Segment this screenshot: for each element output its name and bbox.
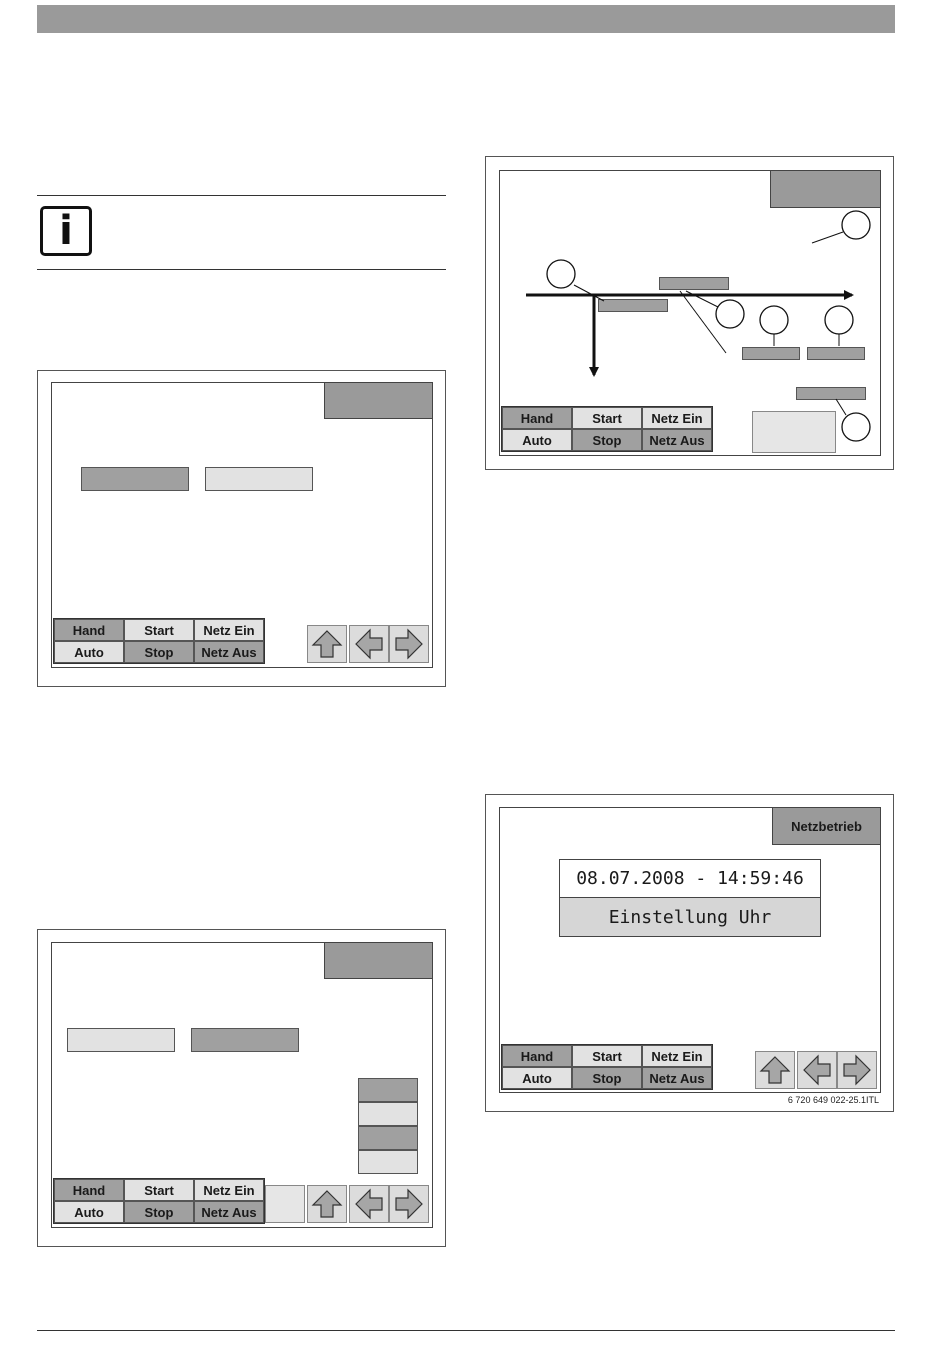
netz-ein-button[interactable]: Netz Ein [642,1045,712,1067]
up-button[interactable] [307,1185,347,1223]
clock-setting-button[interactable]: Einstellung Uhr [560,898,820,936]
touch-screen [51,942,433,1228]
right-button[interactable] [837,1051,877,1089]
arrow-up-icon [311,1188,343,1220]
netz-aus-button[interactable]: Netz Aus [642,1067,712,1089]
netz-aus-button[interactable]: Netz Aus [642,429,712,451]
netz-ein-button[interactable]: Netz Ein [194,619,264,641]
callout-line [686,291,718,307]
callout-line [574,285,604,301]
netz-aus-button[interactable]: Netz Aus [194,641,264,663]
page-footer-rule [37,1330,895,1331]
right-button[interactable] [389,625,429,663]
value-field-active[interactable] [191,1028,299,1052]
touch-screen [51,382,433,668]
auto-button[interactable]: Auto [54,641,124,663]
netz-aus-button[interactable]: Netz Aus [194,1201,264,1223]
left-button[interactable] [349,625,389,663]
callout-line [812,232,843,243]
figure-screen-3 [485,156,894,470]
start-button[interactable]: Start [572,1045,642,1067]
stop-button[interactable]: Stop [572,429,642,451]
callout-circle-icon [842,413,870,441]
stop-button[interactable]: Stop [124,641,194,663]
up-button[interactable] [755,1051,795,1089]
hand-button[interactable]: Hand [54,1179,124,1201]
hand-button[interactable]: Hand [54,619,124,641]
netz-ein-button[interactable]: Netz Ein [642,407,712,429]
figure-reference: 6 720 649 022-25.1ITL [787,1095,879,1105]
value-field[interactable] [205,467,313,491]
note-top-rule [37,195,446,196]
list-option-4[interactable] [358,1150,418,1174]
info-icon: i [40,206,92,256]
hand-button[interactable]: Hand [502,1045,572,1067]
value-field[interactable] [67,1028,175,1052]
note-bottom-rule [37,269,446,270]
list-option-2[interactable] [358,1102,418,1126]
auto-button[interactable]: Auto [502,1067,572,1089]
start-button[interactable]: Start [124,619,194,641]
start-button[interactable]: Start [124,1179,194,1201]
mode-tab [324,943,432,979]
mode-tab: Netzbetrieb [772,808,880,845]
callout-circle-icon [825,306,853,334]
callout-circle-icon [842,211,870,239]
arrow-up-icon [759,1054,791,1086]
netz-ein-button[interactable]: Netz Ein [194,1179,264,1201]
callout-line [836,399,846,415]
left-button[interactable] [349,1185,389,1223]
auto-button[interactable]: Auto [54,1201,124,1223]
list-option-3[interactable] [358,1126,418,1150]
arrow-up-icon [311,628,343,660]
arrow-right-icon [393,628,425,660]
callout-circle-icon [760,306,788,334]
page-header-bar [37,5,895,33]
arrow-right-icon [841,1054,873,1086]
up-button[interactable] [307,625,347,663]
left-button[interactable] [797,1051,837,1089]
arrow-left-icon [801,1054,833,1086]
datetime-value: 08.07.2008 - 14:59:46 [560,860,820,898]
callout-circle-icon [547,260,575,288]
start-button[interactable]: Start [572,407,642,429]
stop-button[interactable]: Stop [572,1067,642,1089]
arrow-right-icon [393,1188,425,1220]
arrow-left-icon [353,628,385,660]
mode-tab [324,383,432,419]
datetime-display [559,859,821,937]
value-field-active[interactable] [81,467,189,491]
figure-screen-1 [37,370,446,687]
auto-button[interactable]: Auto [502,429,572,451]
list-option-1[interactable] [358,1078,418,1102]
blank-button[interactable] [265,1185,305,1223]
callout-circle-icon [716,300,744,328]
stop-button[interactable]: Stop [124,1201,194,1223]
flow-diagram [486,157,895,471]
right-button[interactable] [389,1185,429,1223]
control-panel [501,1044,713,1090]
figure-screen-2 [37,929,446,1247]
arrow-left-icon [353,1188,385,1220]
touch-screen [499,807,881,1093]
hand-button[interactable]: Hand [502,407,572,429]
control-panel [53,1178,265,1224]
figure-screen-4 [485,794,894,1112]
control-panel [53,618,265,664]
